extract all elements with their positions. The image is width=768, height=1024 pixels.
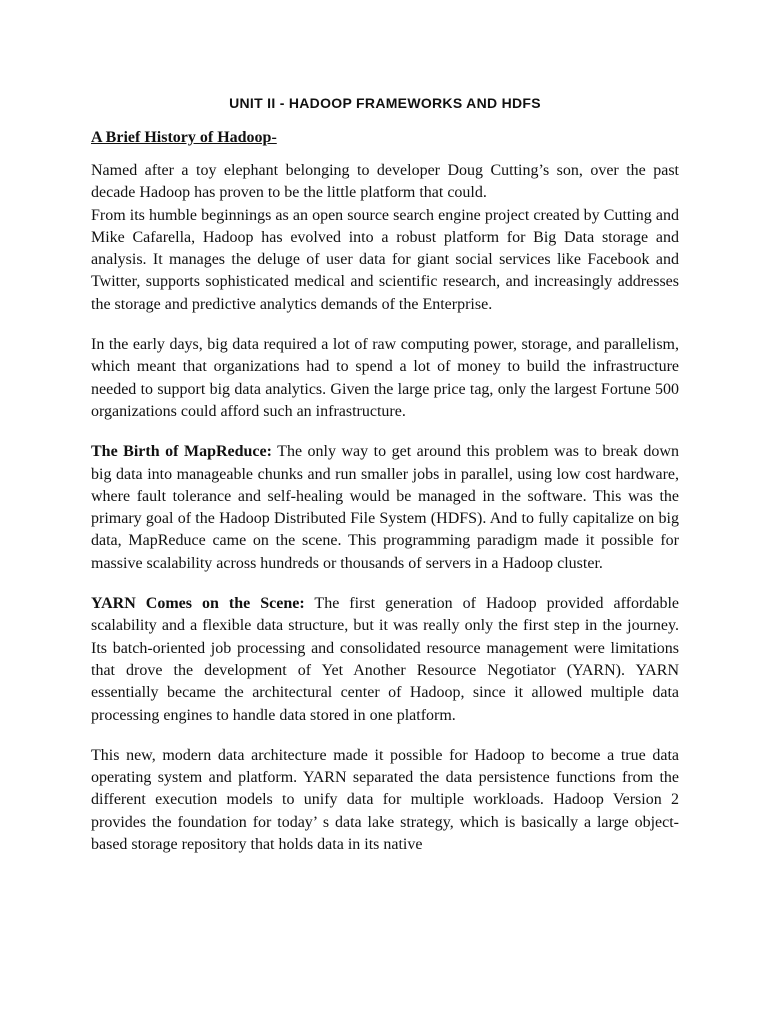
paragraph-origins: From its humble beginnings as an open source search engine project created by Cutting and Mike Cafarella, Hadoop has evolved into a robust platform for Big Data storage and analysis. It manages the deluge of user data for giant social services like Facebook and Twitter, supports sophisticated medical and scientific research, and increasingly addresses the storage and predictive analytics demands of the Enterprise. [91, 206, 679, 313]
paragraph-intro: Named after a toy elephant belonging to developer Doug Cutting’s son, over the past decade Hadoop has proven to be the little platform that could. [91, 162, 679, 202]
yarn-lead: YARN Comes on the Scene: [91, 595, 305, 613]
paragraph-yarn [91, 593, 679, 727]
yarn-body: The first generation of Hadoop provided affordable scalability and a flexible data structure, but it was really only the first step in the journey. Its batch-oriented job processing and consolidated resource management were limitations that drove the development of Yet Another Resource Negotiator (YARN). YARN essentially became the architectural center of Hadoop, since it allowed multiple data processing engines to handle data stored in one platform. [91, 595, 679, 724]
paragraph-data-architecture: This new, modern data architecture made it possible for Hadoop to become a true data operating system and platform. YARN separated the data persistence functions from the different execution models to unify data for multiple workloads. Hadoop Version 2 provides the foundation for today’ s data lake strategy, which is basically a large object-based storage repository that holds data in its native [91, 746, 679, 854]
paragraph-early-days: In the early days, big data required a lot of raw computing power, storage, and parallelism, which meant that organizations had to spend a lot of money to build the infrastructure needed to support big data analytics. Given the large price tag, only the largest Fortune 500 organizations could afford such an infrastructure. [91, 336, 679, 420]
mapreduce-body: The only way to get around this problem was to break down big data into manageable chunks and run smaller jobs in parallel, using low cost hardware, where fault tolerance and self-healing would be managed in the software. This was the primary goal of the Hadoop Distributed File System (HDFS). And to fully capitalize on big data, MapReduce came on the scene. This programming paradigm made it possible for massive scalability across hundreds or thousands of servers in a Hadoop cluster. [91, 443, 679, 572]
mapreduce-lead: The Birth of MapReduce: [91, 443, 272, 461]
history-heading: A Brief History of Hadoop- [91, 129, 277, 146]
unit-title: UNIT II - HADOOP FRAMEWORKS AND HDFS [229, 95, 541, 111]
paragraph-mapreduce [91, 441, 679, 575]
